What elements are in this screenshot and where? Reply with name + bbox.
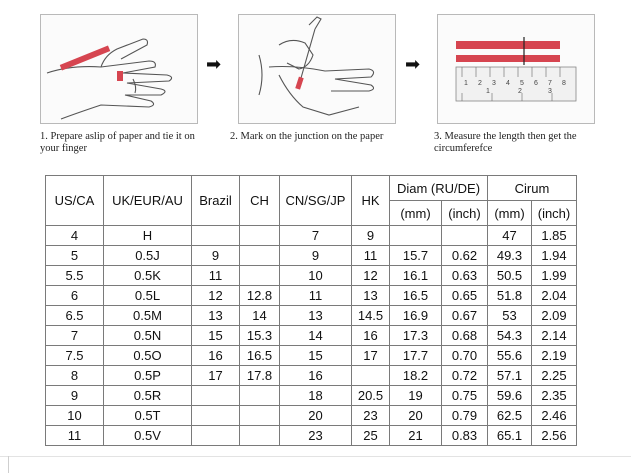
table-cell: 11 <box>192 266 240 286</box>
header-cirum-inch: (inch) <box>532 201 577 226</box>
table-cell: 49.3 <box>488 246 532 266</box>
arrow-right-icon: ➡ <box>405 54 421 75</box>
table-cell <box>442 226 488 246</box>
table-cell: 18.2 <box>390 366 442 386</box>
table-cell: 16.1 <box>390 266 442 286</box>
table-cell: 23 <box>280 426 352 446</box>
table-cell: 15 <box>280 346 352 366</box>
table-cell: 57.1 <box>488 366 532 386</box>
ruler-number: 1 <box>464 80 468 87</box>
table-cell: 14 <box>280 326 352 346</box>
table-cell: 16.9 <box>390 306 442 326</box>
table-cell: 0.65 <box>442 286 488 306</box>
table-cell <box>240 266 280 286</box>
header-diam: Diam (RU/DE) <box>390 176 488 201</box>
table-cell: 14.5 <box>352 306 390 326</box>
table-cell: 50.5 <box>488 266 532 286</box>
table-cell: 12.8 <box>240 286 280 306</box>
table-cell <box>240 426 280 446</box>
table-cell: 19 <box>390 386 442 406</box>
table-cell: H <box>104 226 192 246</box>
ruler-number: 7 <box>548 80 552 87</box>
table-cell <box>240 246 280 266</box>
table-cell: 0.5O <box>104 346 192 366</box>
table-cell <box>352 366 390 386</box>
table-cell: 51.8 <box>488 286 532 306</box>
table-cell: 0.63 <box>442 266 488 286</box>
table-cell: 9 <box>192 246 240 266</box>
header-cirum: Cirum <box>488 176 577 201</box>
table-cell: 12 <box>192 286 240 306</box>
table-cell: 7.5 <box>46 346 104 366</box>
table-cell: 5.5 <box>46 266 104 286</box>
table-cell: 10 <box>280 266 352 286</box>
table-row <box>46 306 577 326</box>
table-cell: 16 <box>192 346 240 366</box>
step2-caption: 2. Mark on the junction on the paper <box>230 131 384 142</box>
table-cell: 54.3 <box>488 326 532 346</box>
table-cell: 0.5N <box>104 326 192 346</box>
table-cell: 65.1 <box>488 426 532 446</box>
table-cell: 9 <box>352 226 390 246</box>
table-cell: 0.70 <box>442 346 488 366</box>
table-cell <box>192 226 240 246</box>
table-body <box>46 226 577 446</box>
table-cell: 20 <box>280 406 352 426</box>
table-cell: 15.3 <box>240 326 280 346</box>
table-row <box>46 406 577 426</box>
table-cell: 0.68 <box>442 326 488 346</box>
table-cell: 6.5 <box>46 306 104 326</box>
table-row <box>46 286 577 306</box>
header-cn: CN/SG/JP <box>280 176 352 226</box>
table-cell: 0.79 <box>442 406 488 426</box>
table-cell: 2.04 <box>532 286 577 306</box>
table-cell: 20 <box>390 406 442 426</box>
ruler-lower-number: 2 <box>518 88 522 95</box>
table-row <box>46 366 577 386</box>
table-cell: 2.25 <box>532 366 577 386</box>
table-cell: 10 <box>46 406 104 426</box>
table-cell: 2.19 <box>532 346 577 366</box>
header-diam-inch: (inch) <box>442 201 488 226</box>
table-cell: 23 <box>352 406 390 426</box>
table-cell: 0.5P <box>104 366 192 386</box>
table-cell: 0.5M <box>104 306 192 326</box>
table-cell: 4 <box>46 226 104 246</box>
ruler-number: 3 <box>492 80 496 87</box>
table-row <box>46 266 577 286</box>
table-cell: 9 <box>46 386 104 406</box>
table-cell: 15 <box>192 326 240 346</box>
table-cell <box>192 426 240 446</box>
table-cell: 0.5L <box>104 286 192 306</box>
header-ch: CH <box>240 176 280 226</box>
table-row <box>46 386 577 406</box>
table-cell: 0.5K <box>104 266 192 286</box>
table-row <box>46 326 577 346</box>
table-cell: 0.75 <box>442 386 488 406</box>
table-cell: 2.35 <box>532 386 577 406</box>
ring-size-table <box>45 175 577 446</box>
table-cell: 2.46 <box>532 406 577 426</box>
table-cell <box>192 386 240 406</box>
ruler-lower-number: 3 <box>548 88 552 95</box>
header-diam-mm: (mm) <box>390 201 442 226</box>
table-cell: 17.8 <box>240 366 280 386</box>
table-cell: 14 <box>240 306 280 326</box>
table-cell <box>192 406 240 426</box>
table-cell <box>240 406 280 426</box>
table-cell: 11 <box>46 426 104 446</box>
table-cell: 2.56 <box>532 426 577 446</box>
table-cell: 59.6 <box>488 386 532 406</box>
table-cell: 17 <box>192 366 240 386</box>
table-cell: 7 <box>280 226 352 246</box>
table-cell: 55.6 <box>488 346 532 366</box>
table-row <box>46 226 577 246</box>
ruler-number: 8 <box>562 80 566 87</box>
ruler-number: 6 <box>534 80 538 87</box>
bottom-divider-tick <box>8 456 9 473</box>
table-cell: 0.62 <box>442 246 488 266</box>
header-cirum-mm: (mm) <box>488 201 532 226</box>
table-cell: 5 <box>46 246 104 266</box>
table-row <box>46 346 577 366</box>
table-row <box>46 426 577 446</box>
table-cell: 0.5T <box>104 406 192 426</box>
header-us: US/CA <box>46 176 104 226</box>
table-cell: 17.7 <box>390 346 442 366</box>
table-cell: 16.5 <box>240 346 280 366</box>
table-cell: 62.5 <box>488 406 532 426</box>
table-cell: 0.5J <box>104 246 192 266</box>
table-cell: 12 <box>352 266 390 286</box>
table-cell: 15.7 <box>390 246 442 266</box>
table-cell: 7 <box>46 326 104 346</box>
step1-illustration <box>40 14 198 124</box>
table-cell: 13 <box>280 306 352 326</box>
table-cell: 25 <box>352 426 390 446</box>
header-uk: UK/EUR/AU <box>104 176 192 226</box>
table-cell: 6 <box>46 286 104 306</box>
table-cell: 17 <box>352 346 390 366</box>
table-cell: 21 <box>390 426 442 446</box>
table-cell: 0.67 <box>442 306 488 326</box>
bottom-divider <box>0 456 631 457</box>
table-cell: 47 <box>488 226 532 246</box>
table-cell: 16 <box>352 326 390 346</box>
table-cell: 8 <box>46 366 104 386</box>
table-cell <box>240 386 280 406</box>
ruler-lower-number: 1 <box>486 88 490 95</box>
table-cell: 11 <box>280 286 352 306</box>
table-cell: 18 <box>280 386 352 406</box>
table-cell: 2.09 <box>532 306 577 326</box>
step1-caption: 1. Prepare aslip of paper and tie it on your finger <box>40 131 195 154</box>
step3-illustration <box>437 14 595 124</box>
ruler-number: 4 <box>506 80 510 87</box>
table-row <box>46 246 577 266</box>
header-brazil: Brazil <box>192 176 240 226</box>
table-cell: 0.5R <box>104 386 192 406</box>
header-hk: HK <box>352 176 390 226</box>
step3-caption: 3. Measure the length then get the circumferefce <box>434 131 577 154</box>
ruler-number: 5 <box>520 80 524 87</box>
table-cell: 0.5V <box>104 426 192 446</box>
table-cell: 16.5 <box>390 286 442 306</box>
arrow-right-icon: ➡ <box>206 54 222 75</box>
step2-illustration <box>238 14 396 124</box>
table-cell: 1.99 <box>532 266 577 286</box>
table-cell: 2.14 <box>532 326 577 346</box>
table-cell <box>240 226 280 246</box>
table-cell: 17.3 <box>390 326 442 346</box>
table-cell: 9 <box>280 246 352 266</box>
table-cell: 1.94 <box>532 246 577 266</box>
table-cell: 53 <box>488 306 532 326</box>
ruler-number: 2 <box>478 80 482 87</box>
table-cell: 11 <box>352 246 390 266</box>
table-cell: 20.5 <box>352 386 390 406</box>
table-cell: 0.83 <box>442 426 488 446</box>
table-cell: 16 <box>280 366 352 386</box>
table-cell: 13 <box>192 306 240 326</box>
table-cell: 0.72 <box>442 366 488 386</box>
table-cell <box>390 226 442 246</box>
table-cell: 1.85 <box>532 226 577 246</box>
table-cell: 13 <box>352 286 390 306</box>
